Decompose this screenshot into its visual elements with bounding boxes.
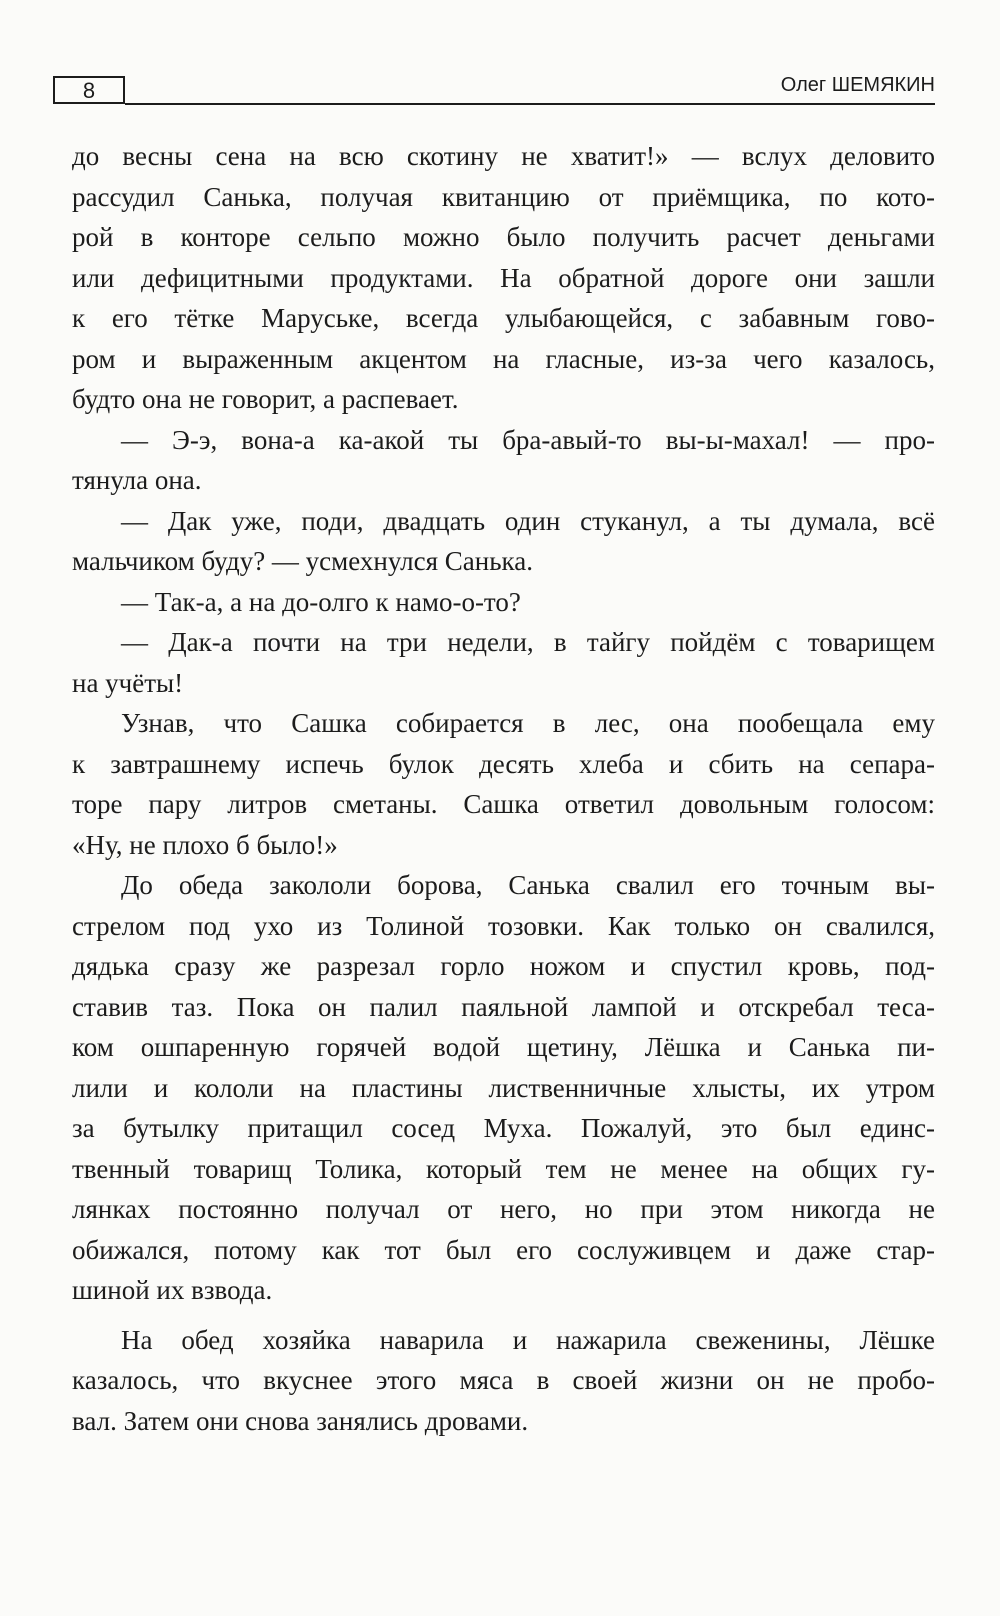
text-line: — Дак уже, поди, двадцать один стуканул, а ты думала, всё <box>121 505 935 536</box>
text-line: лили и кололи на пластины лиственничные хлысты, их утром <box>72 1072 935 1103</box>
text-line: торе пару литров сметаны. Сашка ответил довольным голосом: <box>72 789 935 819</box>
text-line: казалось, что вкуснее этого мяса в своей жизни он не пробо- <box>72 1365 935 1395</box>
text-line: тянула она. <box>72 465 202 495</box>
text-line: рой в конторе сельпо можно было получить расчет деньгами <box>72 222 935 252</box>
text-line: рассудил Санька, получая квитанцию от приёмщика, по кото- <box>72 181 935 212</box>
text-line: ком ошпаренную горячей водой щетину, Лёшка и Санька пи- <box>72 1032 935 1062</box>
text-line: мальчиком буду? — усмехнулся Санька. <box>72 546 533 576</box>
text-line: стрелом под ухо из Толиной тозовки. Как только он свалился, <box>72 910 935 941</box>
text-line: шиной их взвода. <box>72 1275 273 1305</box>
text-line: вал. Затем они снова занялись дровами. <box>72 1405 529 1436</box>
text-line: На обед хозяйка наварила и нажарила свеженины, Лёшке <box>121 1324 935 1355</box>
running-head-author: Олег ШЕМЯКИН <box>780 74 935 96</box>
header-rule <box>125 103 935 105</box>
text-line: — Так-а, а на до-олго к намо-о-то? <box>121 586 521 617</box>
text-line: к его тётке Маруське, всегда улыбающейся, с забавным гово- <box>72 303 935 333</box>
text-line: за бутылку притащил сосед Муха. Пожалуй, это был единс- <box>72 1113 935 1143</box>
paragraph-gap <box>72 1311 935 1320</box>
text-line: будто она не говорит, а распевает. <box>72 384 459 414</box>
text-line: лянках постоянно получал от него, но при этом никогда не <box>72 1194 935 1224</box>
text-line: — Дак-а почти на три недели, в тайгу пойдём с товарищем <box>121 627 935 657</box>
text-line: до весны сена на всю скотину не хватит!» — вслух деловито <box>72 141 935 171</box>
text-line: — Э-э, вона-а ка-акой ты бра-авый-то вы-ы-махал! — про- <box>121 424 935 455</box>
text-line: ром и выраженным акцентом на гласные, из-за чего казалось, <box>72 343 935 374</box>
text-line: До обеда закололи борова, Санька свалил его точным вы- <box>121 870 935 900</box>
text-line: на учёты! <box>72 667 184 698</box>
text-line: Узнав, что Сашка собирается в лес, она пообещала ему <box>121 708 935 738</box>
text-line: к завтрашнему испечь булок десять хлеба и сбить на сепара- <box>72 748 935 779</box>
text-line: «Ну, не плохо б было!» <box>72 829 338 860</box>
text-line: обижался, потому как тот был его сослуживцем и даже стар- <box>72 1234 935 1265</box>
text-line: или дефицитными продуктами. На обратной дороге они зашли <box>72 262 935 293</box>
text-body <box>72 136 935 1441</box>
text-line: ставив таз. Пока он палил паяльной лампой и отскребал теса- <box>72 991 935 1022</box>
page-header <box>53 76 935 106</box>
text-line: твенный товарищ Толика, который тем не менее на общих гу- <box>72 1153 935 1184</box>
page-number: 8 <box>53 76 125 104</box>
text-line: дядька сразу же разрезал горло ножом и спустил кровь, под- <box>72 951 935 981</box>
